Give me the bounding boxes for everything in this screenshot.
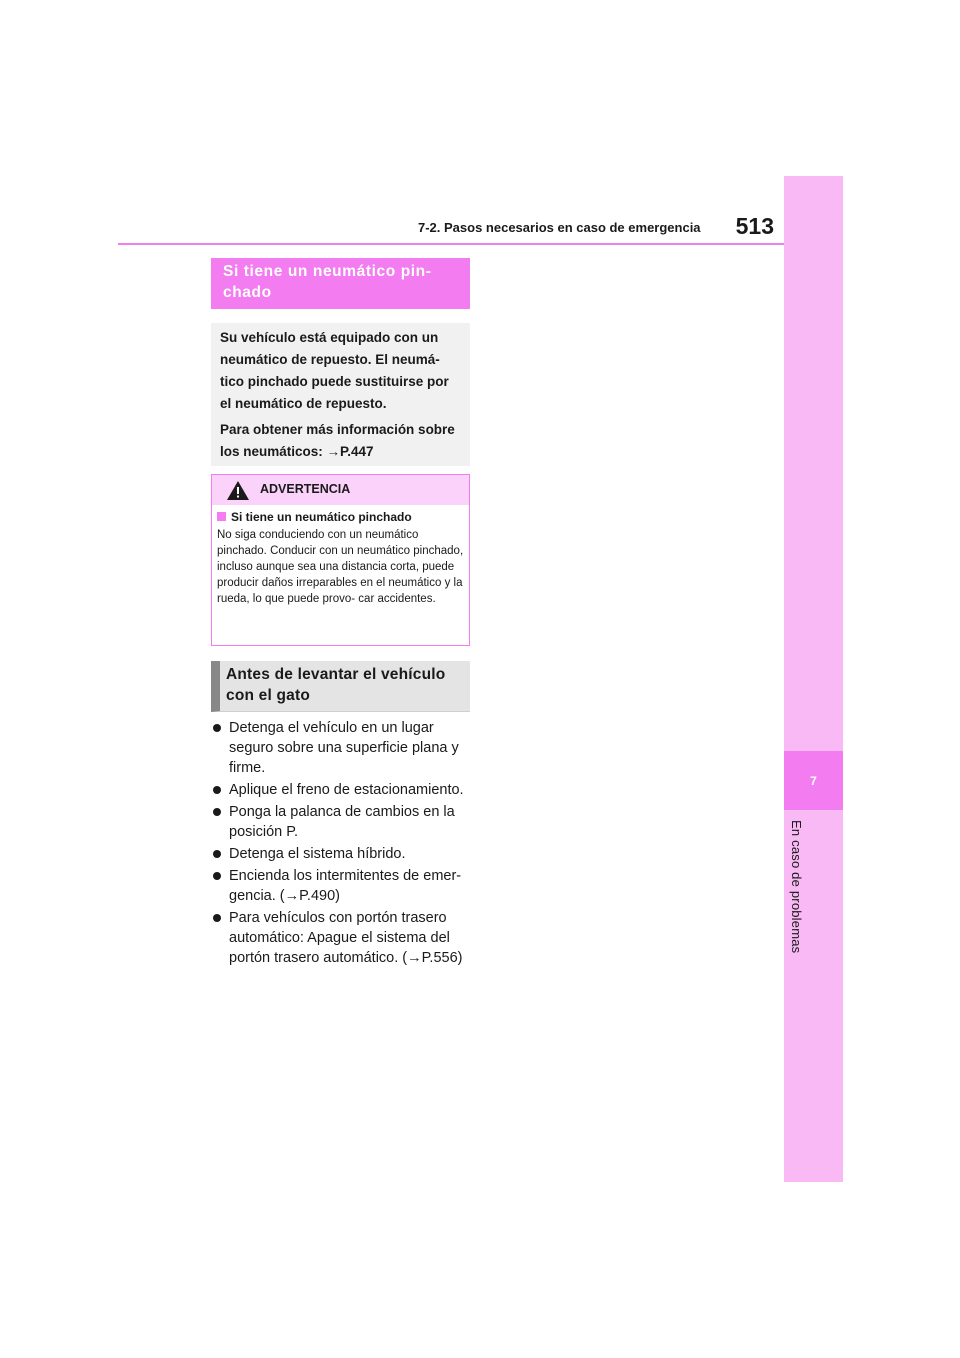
info-box — [211, 323, 470, 466]
info-paragraph: Su vehículo está equipado con un neumático de repuesto. El neumá- tico pinchado puede sustituirse por el neumático de repuesto. — [220, 330, 449, 411]
page-number: 513 — [735, 213, 774, 239]
bullet-icon — [213, 914, 221, 922]
bullet-icon — [213, 808, 221, 816]
list-item: Para vehículos con portón trasero automático: Apague el sistema del portón trasero automático. (→P.556) — [211, 908, 470, 968]
list-item: Encienda los intermitentes de emer- gencia. (→P.490) — [211, 866, 470, 906]
list-item: Detenga el vehículo en un lugar seguro sobre una superficie plana y firme. — [211, 718, 470, 778]
step-list — [211, 718, 470, 970]
list-item: Aplique el freno de estacionamiento. — [211, 780, 470, 800]
side-tab-number: 7 — [784, 751, 843, 810]
side-tab-label: En caso de problemas — [789, 820, 804, 954]
warning-subtitle — [217, 509, 464, 525]
bullet-icon — [213, 786, 221, 794]
list-item: Detenga el sistema híbrido. — [211, 844, 470, 864]
warning-text: No siga conduciendo con un neumático pinchado. Conducir con un neumático pinchado, incluso aunque sea una distancia corta, puede producir daños irreparables en el neumático y la rueda, lo que puede provo- car accidentes. — [217, 529, 464, 605]
warning-body — [212, 505, 469, 607]
bullet-icon — [213, 872, 221, 880]
heading-line: Antes de levantar el vehículo — [226, 666, 446, 683]
heading-line: chado — [223, 284, 272, 301]
warning-title: ADVERTENCIA — [260, 482, 351, 496]
section-heading-jack — [211, 661, 470, 712]
warning-triangle-icon — [226, 480, 250, 501]
bullet-icon — [213, 850, 221, 858]
list-item: Ponga la palanca de cambios en la posición P. — [211, 802, 470, 842]
section-heading-flat-tire — [211, 258, 470, 309]
side-tab — [784, 176, 843, 1182]
heading-line: con el gato — [226, 687, 311, 704]
heading-line: Si tiene un neumático pin- — [223, 263, 432, 280]
warning-box — [211, 474, 470, 646]
info-paragraph-link: Para obtener más información sobre los neumáticos: →P.447 — [220, 422, 455, 459]
square-bullet-icon — [217, 512, 226, 521]
chapter-title: 7-2. Pasos necesarios en caso de emergencia — [418, 220, 701, 235]
bullet-icon — [213, 724, 221, 732]
warning-subtitle-text: Si tiene un neumático pinchado — [231, 510, 412, 524]
header-divider — [118, 243, 784, 245]
warning-header — [212, 475, 469, 505]
